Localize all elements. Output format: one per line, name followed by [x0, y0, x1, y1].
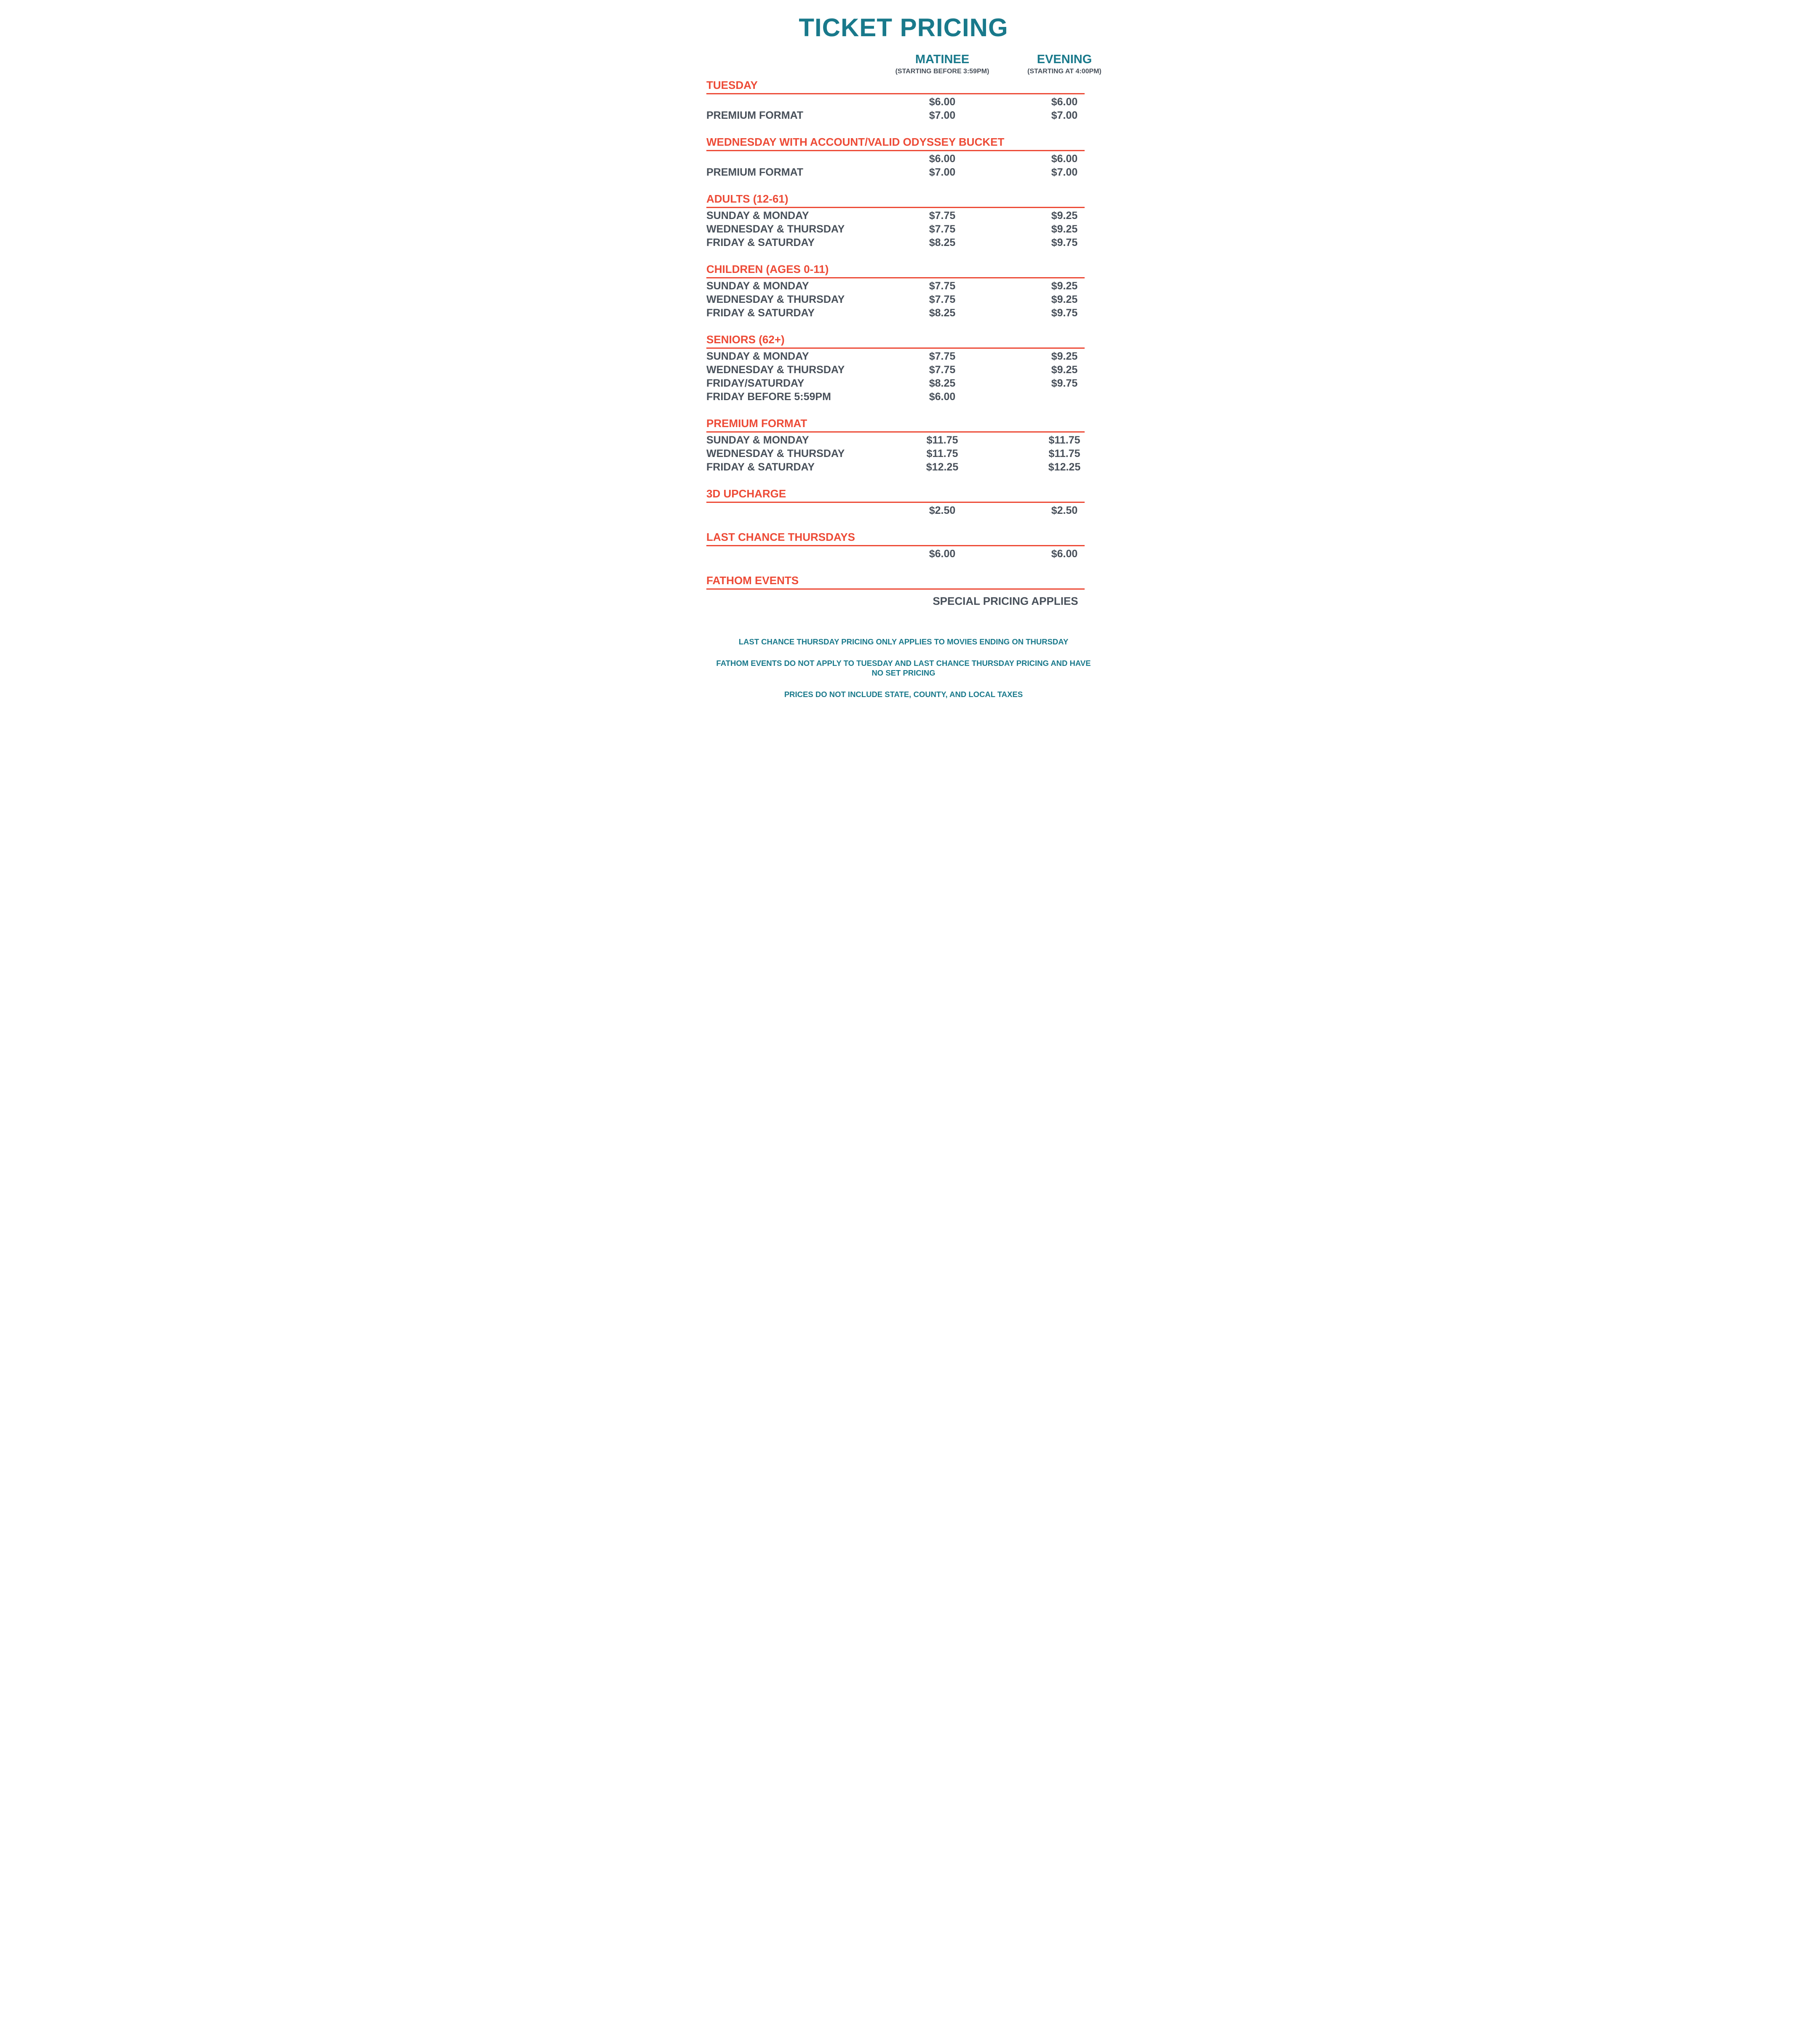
evening-price: $9.25	[1051, 223, 1078, 235]
row-label: SUNDAY & MONDAY	[706, 210, 809, 222]
price-row	[706, 210, 1128, 222]
price-row	[706, 548, 1128, 560]
footnote	[693, 658, 1114, 678]
matinee-price: $7.00	[929, 166, 956, 179]
price-row	[706, 391, 1128, 403]
price-row	[706, 351, 1128, 362]
price-row	[706, 294, 1128, 305]
matinee-column-title: MATINEE	[915, 53, 970, 66]
evening-price: $12.25	[1048, 461, 1081, 473]
price-section	[706, 418, 1128, 473]
evening-price: $2.50	[1051, 505, 1078, 517]
row-label: WEDNESDAY & THURSDAY	[706, 294, 845, 306]
evening-price: $11.75	[1048, 448, 1080, 460]
evening-price: $6.00	[1051, 153, 1078, 165]
price-section	[706, 575, 1128, 607]
matinee-price: $12.25	[926, 461, 959, 473]
price-row	[706, 378, 1128, 389]
row-label: SUNDAY & MONDAY	[706, 280, 809, 292]
section-rows	[706, 96, 1128, 121]
footnote-line: FATHOM EVENTS DO NOT APPLY TO TUESDAY AND LAST CHANCE THURSDAY PRICING AND HAVE	[716, 658, 1091, 668]
section-heading: TUESDAY	[706, 80, 1085, 94]
page-title: TICKET PRICING	[799, 13, 1008, 42]
special-pricing-note: SPECIAL PRICING APPLIES	[933, 595, 1078, 608]
price-row	[706, 505, 1128, 516]
evening-price: $9.75	[1051, 307, 1078, 319]
evening-price: $9.75	[1051, 237, 1078, 249]
price-row	[706, 364, 1128, 376]
price-row	[706, 462, 1128, 473]
column-header-evening	[1001, 53, 1128, 75]
matinee-price: $7.75	[929, 223, 956, 235]
matinee-price: $8.25	[929, 307, 956, 319]
price-section	[706, 193, 1128, 248]
row-label: FRIDAY BEFORE 5:59PM	[706, 391, 831, 403]
evening-price: $9.75	[1051, 377, 1078, 390]
section-heading: PREMIUM FORMAT	[706, 418, 1085, 433]
evening-column-subtitle: (STARTING AT 4:00PM)	[1027, 68, 1101, 75]
evening-price: $9.25	[1051, 350, 1078, 363]
footnote-line: LAST CHANCE THURSDAY PRICING ONLY APPLIES TO MOVIES ENDING ON THURSDAY	[738, 637, 1069, 646]
matinee-price: $6.00	[929, 96, 956, 108]
matinee-price: $7.75	[929, 280, 956, 292]
section-heading: WEDNESDAY WITH ACCOUNT/VALID ODYSSEY BUCKET	[706, 136, 1085, 151]
matinee-price: $6.00	[929, 391, 956, 403]
section-heading: 3D UPCHARGE	[706, 488, 1085, 503]
matinee-price: $7.75	[929, 350, 956, 363]
matinee-price: $6.00	[929, 153, 956, 165]
row-label: FRIDAY & SATURDAY	[706, 307, 815, 319]
section-heading: FATHOM EVENTS	[706, 575, 1085, 590]
price-section	[706, 80, 1128, 121]
row-label: FRIDAY & SATURDAY	[706, 461, 815, 473]
evening-price: $11.75	[1048, 434, 1080, 446]
footnote	[693, 637, 1114, 647]
row-label: FRIDAY/SATURDAY	[706, 377, 805, 390]
price-row	[706, 435, 1128, 446]
price-row	[706, 448, 1128, 460]
evening-price: $6.00	[1051, 548, 1078, 560]
evening-price: $9.25	[1051, 210, 1078, 222]
section-rows	[706, 210, 1128, 248]
price-row	[706, 307, 1128, 319]
row-label: SUNDAY & MONDAY	[706, 350, 809, 363]
evening-price: $9.25	[1051, 280, 1078, 292]
evening-column-title: EVENING	[1037, 53, 1092, 66]
pricing-table	[706, 53, 1128, 607]
section-rows	[706, 351, 1128, 403]
row-label: WEDNESDAY & THURSDAY	[706, 364, 845, 376]
price-section	[706, 488, 1128, 516]
footnote-line: PRICES DO NOT INCLUDE STATE, COUNTY, AND LOCAL TAXES	[784, 690, 1023, 699]
price-row	[706, 281, 1128, 292]
section-rows	[706, 592, 1128, 607]
column-header-matinee	[883, 53, 1001, 75]
matinee-price: $2.50	[929, 505, 956, 517]
section-heading: LAST CHANCE THURSDAYS	[706, 532, 1085, 546]
column-headers	[706, 53, 1128, 75]
footnotes	[602, 637, 1205, 700]
matinee-price: $7.75	[929, 210, 956, 222]
section-rows	[706, 153, 1128, 178]
section-rows	[706, 505, 1128, 516]
row-label: PREMIUM FORMAT	[706, 166, 804, 179]
evening-price: $9.25	[1051, 364, 1078, 376]
price-section	[706, 264, 1128, 319]
row-label: FRIDAY & SATURDAY	[706, 237, 815, 249]
row-label: WEDNESDAY & THURSDAY	[706, 223, 845, 235]
price-section	[706, 136, 1128, 178]
footnote-line: NO SET PRICING	[871, 668, 936, 678]
matinee-price: $8.25	[929, 237, 956, 249]
evening-price: $6.00	[1051, 96, 1078, 108]
row-label: SUNDAY & MONDAY	[706, 434, 809, 446]
price-row	[706, 592, 1128, 607]
evening-price: $7.00	[1051, 166, 1078, 179]
price-row	[706, 153, 1128, 165]
section-rows	[706, 548, 1128, 560]
evening-price: $7.00	[1051, 110, 1078, 122]
matinee-column-subtitle: (STARTING BEFORE 3:59PM)	[895, 68, 989, 75]
section-rows	[706, 281, 1128, 319]
price-row	[706, 96, 1128, 108]
matinee-price: $7.00	[929, 110, 956, 122]
matinee-price: $11.75	[926, 434, 958, 446]
price-row	[706, 224, 1128, 235]
section-heading: ADULTS (12-61)	[706, 193, 1085, 208]
pricing-sections	[706, 80, 1128, 607]
section-heading: SENIORS (62+)	[706, 334, 1085, 349]
section-rows	[706, 435, 1128, 473]
price-row	[706, 167, 1128, 178]
price-row	[706, 237, 1128, 248]
matinee-price: $8.25	[929, 377, 956, 390]
matinee-price: $7.75	[929, 294, 956, 306]
matinee-price: $6.00	[929, 548, 956, 560]
ticket-pricing-flyer	[602, 0, 1205, 716]
section-heading: CHILDREN (AGES 0-11)	[706, 264, 1085, 278]
row-label: PREMIUM FORMAT	[706, 110, 804, 122]
row-label: WEDNESDAY & THURSDAY	[706, 448, 845, 460]
footnote	[693, 689, 1114, 699]
price-section	[706, 334, 1128, 403]
matinee-price: $7.75	[929, 364, 956, 376]
evening-price: $9.25	[1051, 294, 1078, 306]
price-section	[706, 532, 1128, 560]
price-row	[706, 110, 1128, 121]
matinee-price: $11.75	[926, 448, 958, 460]
